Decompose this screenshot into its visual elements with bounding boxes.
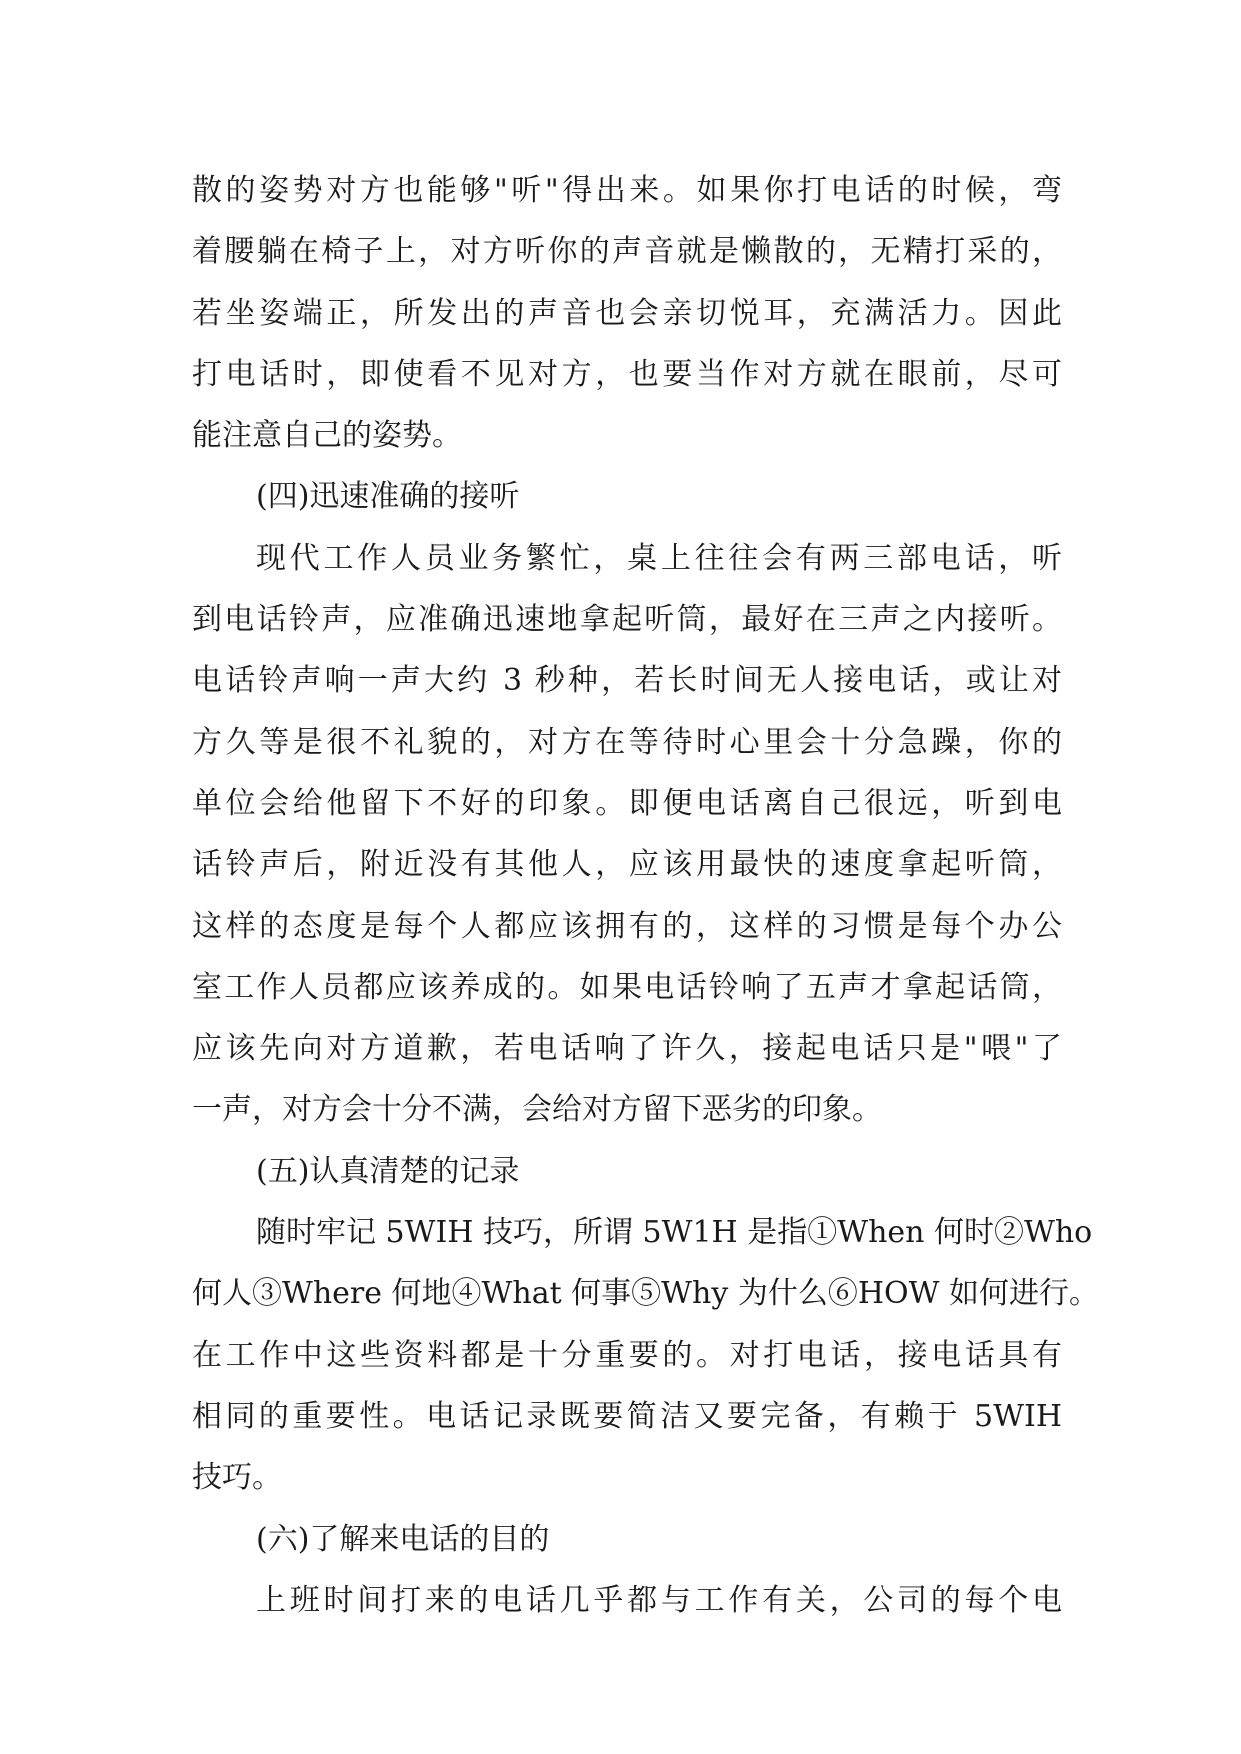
text-line: 一声，对方会十分不满，会给对方留下恶劣的印象。 <box>192 1092 882 1128</box>
text-line: 散的姿势对方也能够"听"得出来。如果你打电话的时候，弯 <box>192 173 1062 208</box>
text-line: 现代工作人员业务繁忙，桌上往往会有两三部电话，听 <box>256 540 1062 576</box>
body-text <box>192 160 1099 1631</box>
text-line: 上班时间打来的电话几乎都与工作有关，公司的每个电 <box>256 1582 1062 1618</box>
text-line: 能注意自己的姿势。 <box>192 418 462 454</box>
text-line: 何人③Where 何地④What 何事⑤Why 为什么⑥HOW 如何进行。 <box>192 1276 1099 1312</box>
text-line: 电话铃声响一声大约 3 秒种，若长时间无人接电话，或让对 <box>192 663 1062 699</box>
text-line: 应该先向对方道歉，若电话响了许久，接起电话只是"喂"了 <box>192 1031 1062 1067</box>
text-line: 单位会给他留下不好的印象。即便电话离自己很远，听到电 <box>192 785 1062 821</box>
section-heading-6: (六)了解来电话的目的 <box>256 1521 550 1557</box>
section-heading-5: (五)认真清楚的记录 <box>256 1153 520 1189</box>
text-line: 到电话铃声，应准确迅速地拿起听筒，最好在三声之内接听。 <box>192 602 1062 638</box>
text-line: 在工作中这些资料都是十分重要的。对打电话，接电话具有 <box>192 1337 1062 1373</box>
text-line: 方久等是很不礼貌的，对方在等待时心里会十分急躁，你的 <box>192 724 1062 760</box>
text-line: 话铃声后，附近没有其他人，应该用最快的速度拿起听筒， <box>192 847 1062 883</box>
text-line: 技巧。 <box>192 1460 282 1496</box>
text-line: 室工作人员都应该养成的。如果电话铃响了五声才拿起话筒， <box>192 969 1062 1005</box>
text-line: 着腰躺在椅子上，对方听你的声音就是懒散的，无精打采的， <box>192 234 1062 270</box>
section-heading-4: (四)迅速准确的接听 <box>256 479 520 515</box>
text-line: 若坐姿端正，所发出的声音也会亲切悦耳，充满活力。因此 <box>192 295 1062 331</box>
text-line: 这样的态度是每个人都应该拥有的，这样的习惯是每个办公 <box>192 908 1062 944</box>
text-line: 打电话时，即使看不见对方，也要当作对方就在眼前，尽可 <box>192 356 1062 392</box>
text-line: 随时牢记 5WIH 技巧，所谓 5W1H 是指①When 何时②Who <box>256 1215 1093 1251</box>
text-line: 相同的重要性。电话记录既要简洁又要完备，有赖于 5WIH <box>192 1398 1062 1434</box>
